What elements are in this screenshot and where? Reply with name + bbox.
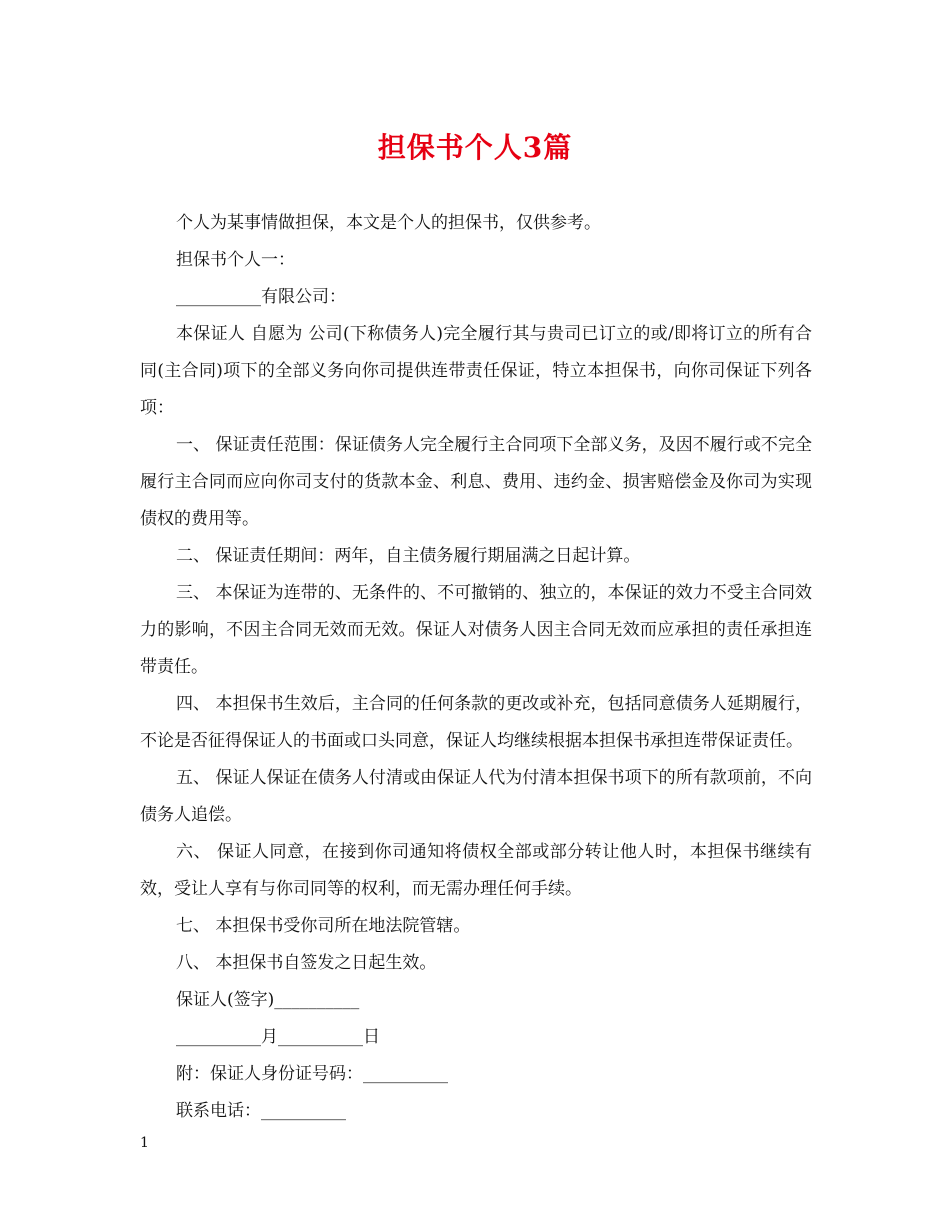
document-body	[140, 205, 812, 1130]
guarantor-signature-line: 保证人(签字)__________	[176, 990, 360, 1010]
page-number: 1	[140, 1135, 149, 1151]
clause-7: 七、 本担保书受你司所在地法院管辖。	[176, 916, 471, 936]
clause-4: 四、 本担保书生效后，主合同的任何条款的更改或补充，包括同意债务人延期履行，不论是否征得保证人的书面或口头同意，保证人均继续根据本担保书承担连带保证责任。	[140, 694, 812, 751]
preamble-paragraph: 本保证人 自愿为 公司(下称债务人)完全履行其与贵司已订立的或/即将订立的所有合同(主合同)项下的全部义务向你司提供连带责任保证，特立本担保书，向你司保证下列各项：	[140, 324, 812, 418]
intro-paragraph: 个人为某事情做担保，本文是个人的担保书，仅供参考。	[176, 213, 601, 233]
clause-8: 八、 本担保书自签发之日起生效。	[176, 953, 437, 973]
document-title: 担保书个人3篇	[377, 131, 573, 164]
addressee-line: __________有限公司：	[176, 287, 346, 307]
id-number-line: 附：保证人身份证号码：__________	[176, 1064, 448, 1084]
clause-6: 六、 保证人同意，在接到你司通知将债权全部或部分转让他人时，本担保书继续有效，受让人享有与你司同等的权利，而无需办理任何手续。	[140, 842, 812, 899]
clause-5: 五、 保证人保证在债务人付清或由保证人代为付清本担保书项下的所有款项前，不向债务人追偿。	[140, 768, 812, 825]
clause-3: 三、 本保证为连带的、无条件的、不可撤销的、独立的，本保证的效力不受主合同效力的影响，不因主合同无效而无效。保证人对债务人因主合同无效而应承担的责任承担连带责任。	[140, 583, 812, 677]
clause-1: 一、 保证责任范围：保证债务人完全履行主合同项下全部义务，及因不履行或不完全履行主合同而应向你司支付的货款本金、利息、费用、违约金、损害赔偿金及你司为实现债权的费用等。	[140, 435, 812, 529]
date-line: __________月__________日	[176, 1027, 380, 1047]
section-heading: 担保书个人一：	[176, 250, 295, 270]
phone-line: 联系电话：__________	[176, 1101, 346, 1121]
clause-2: 二、 保证责任期间：两年，自主债务履行期届满之日起计算。	[176, 546, 641, 566]
